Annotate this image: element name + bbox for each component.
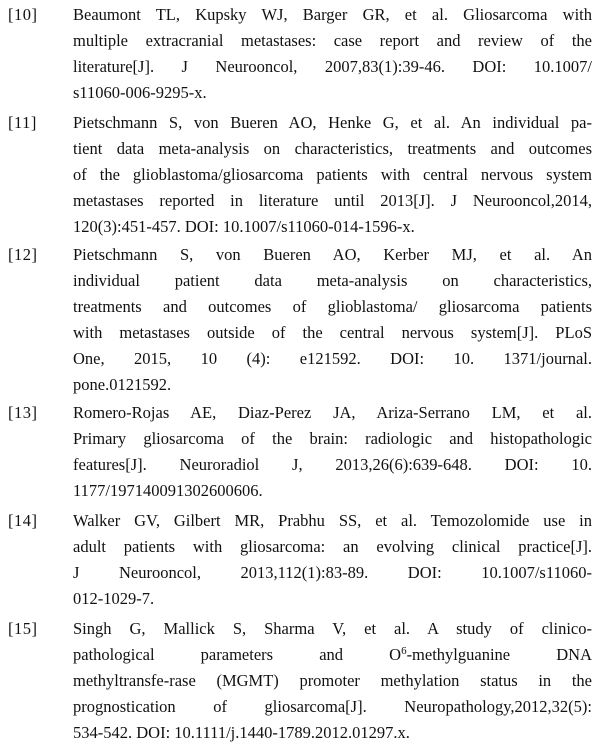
reference-line: Pietschmann S, von Bueren AO, Kerber MJ, et al. An [73, 245, 592, 264]
reference-line: pone.0121592. [73, 375, 172, 394]
reference-line: prognostication of gliosarcoma[J]. Neuropathology,2012,32(5): [73, 697, 592, 716]
reference-text [73, 400, 592, 504]
reference-line: with metastases outside of the central nervous system[J]. PLoS [73, 323, 592, 342]
reference-line: literature[J]. J Neurooncol, 2007,83(1):39-46. DOI: 10.1007/ [73, 57, 592, 76]
reference-line: Beaumont TL, Kupsky WJ, Barger GR, et al. Gliosarcoma with [73, 5, 592, 24]
reference-text [73, 242, 592, 398]
reference-line: Pietschmann S, von Bueren AO, Henke G, et al. An individual pa- [73, 113, 592, 132]
reference-number: [11] [8, 113, 37, 132]
reference-text [73, 110, 592, 240]
reference-line: J Neurooncol, 2013,112(1):83-89. DOI: 10.1007/s11060- [73, 563, 592, 582]
reference-line: multiple extracranial metastases: case report and review of the [73, 31, 592, 50]
superscript: 6 [401, 645, 407, 657]
reference-text [73, 508, 592, 612]
reference-line: One, 2015, 10 (4): e121592. DOI: 10. 1371/journal. [73, 349, 592, 368]
reference-number: [12] [8, 245, 38, 264]
reference-number: [15] [8, 619, 38, 638]
reference-number: [14] [8, 511, 38, 530]
reference-line: methyltransfe-rase (MGMT) promoter methylation status in the [73, 671, 592, 690]
reference-line: 012-1029-7. [73, 589, 155, 608]
reference-line: 1177/197140091302600606. [73, 481, 263, 500]
reference-line-head: pathological parameters and O [73, 645, 402, 664]
reference-line: Walker GV, Gilbert MR, Prabhu SS, et al. Temozolomide use in [73, 511, 592, 530]
reference-text [73, 2, 592, 106]
reference-line: features[J]. Neuroradiol J, 2013,26(6):639-648. DOI: 10. [73, 455, 592, 474]
reference-line: s11060-006-9295-x. [73, 83, 207, 102]
reference-text [73, 616, 592, 746]
reference-line: of the glioblastoma/gliosarcoma patients with central nervous system [73, 165, 592, 184]
reference-line: individual patient data meta-analysis on characteristics, [73, 271, 592, 290]
reference-line: 120(3):451-457. DOI: 10.1007/s11060-014-1596-x. [73, 217, 415, 236]
reference-line-with-superscript [73, 642, 592, 668]
reference-line: adult patients with gliosarcoma: an evolving clinical practice[J]. [73, 537, 592, 556]
reference-line: Singh G, Mallick S, Sharma V, et al. A study of clinico- [73, 619, 592, 638]
reference-number: [13] [8, 403, 38, 422]
reference-line-tail: -methylguanine DNA [406, 645, 592, 664]
reference-line: metastases reported in literature until 2013[J]. J Neurooncol,2014, [73, 191, 592, 210]
reference-line: treatments and outcomes of glioblastoma/ gliosarcoma patients [73, 297, 592, 316]
reference-line: Romero-Rojas AE, Diaz-Perez JA, Ariza-Serrano LM, et al. [73, 403, 592, 422]
reference-line: 534-542. DOI: 10.1111/j.1440-1789.2012.01297.x. [73, 723, 410, 742]
reference-number: [10] [8, 5, 38, 24]
reference-line: Primary gliosarcoma of the brain: radiologic and histopathologic [73, 429, 592, 448]
reference-line: tient data meta-analysis on characteristics, treatments and outcomes [73, 139, 592, 158]
